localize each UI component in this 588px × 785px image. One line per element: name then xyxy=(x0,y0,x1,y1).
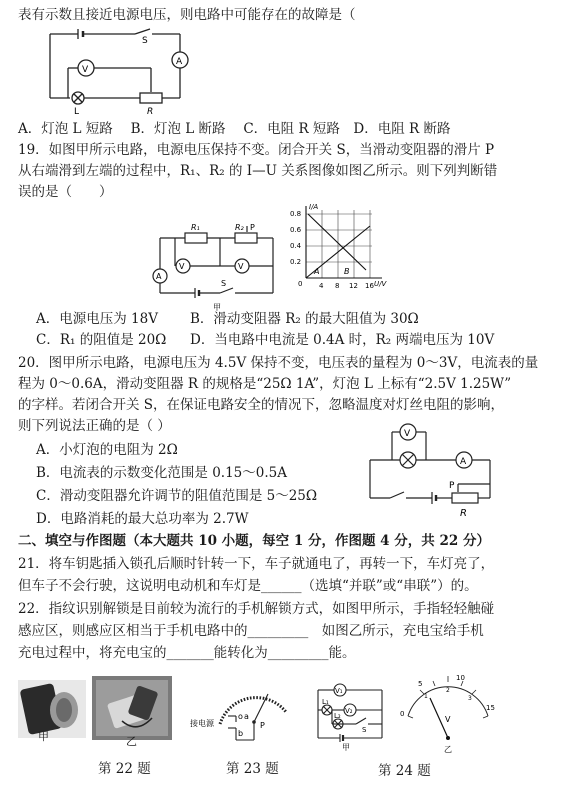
fig24-meter-tick-5: 5 xyxy=(418,680,423,688)
q18-options: A．灯泡 L 短路 B．灯泡 L 断路 C．电阻 R 短路 D．电阻 R 断路 xyxy=(18,121,451,137)
q19-xtick-4: 4 xyxy=(319,282,324,290)
q19-circuit-jia xyxy=(155,218,280,313)
q19-option-c: C．R₁ 的阻值是 20Ω xyxy=(36,332,167,348)
fig24-meter-yi xyxy=(398,676,498,754)
q20-ammeter-label: A xyxy=(460,457,467,467)
fig24-v1-label: V₁ xyxy=(335,687,343,695)
q20-r-label: R xyxy=(460,508,467,519)
fig24-meter-tick-0: 0 xyxy=(400,710,405,718)
q18-ammeter-label: A xyxy=(176,57,183,67)
q19-a-label: A xyxy=(156,272,162,281)
q19-ytick-0: 0 xyxy=(298,280,303,288)
fig23-power-label: 接电源 xyxy=(190,719,214,728)
q20-line1: 20．图甲所示电路，电源电压为 4.5V 保持不变，电压表的量程为 0～3V，电流表的量 xyxy=(18,355,539,371)
q19-graph-yi xyxy=(290,204,390,299)
q20-p-label: P xyxy=(449,481,455,491)
fig22-photo-jia xyxy=(18,680,86,738)
q20-line4: 则下列说法正确的是（ ） xyxy=(18,418,171,434)
q19-xtick-8: 8 xyxy=(335,282,340,290)
q19-graph-xlabel: U/V xyxy=(374,280,387,288)
fig24-meter-unit: V xyxy=(445,715,451,724)
q19-option-d: D．当电路中电流是 0.4A 时，R₂ 两端电压为 10V xyxy=(190,332,495,348)
fig24-jia-label: 甲 xyxy=(342,743,350,752)
fig24-meter-tick-10: 10 xyxy=(456,674,465,682)
q22-line3: 充电过程中，将充电宝的_______能转化为_________能。 xyxy=(18,645,356,661)
fig24-l1-label: L₁ xyxy=(322,698,329,706)
q18-resistor-label: R xyxy=(147,107,154,117)
fig24-circuit-jia xyxy=(310,680,390,752)
q20-option-b: B．电流表的示数变化范围是 0.15～0.5A xyxy=(36,465,287,481)
q19-v2-label: V xyxy=(238,262,244,271)
q22-line1: 22．指纹识别解锁是目前较为流行的手机解锁方式，如图甲所示，手指轻轻触碰 xyxy=(18,601,495,617)
q19-r2-label: R₂ xyxy=(235,223,244,232)
q22-line2: 感应区，则感应区相当于手机电路中的_________ 如图乙所示，充电宝给手机 xyxy=(18,623,484,639)
fig24-meter-inner-3: 3 xyxy=(468,695,472,702)
q19-line2: 从右端滑到左端的过程中，R₁、R₂ 的 I—U 关系图像如图乙所示。则下列判断错 xyxy=(18,163,498,179)
fig23-b-label: b xyxy=(238,729,244,738)
fig24-caption: 第 24 题 xyxy=(378,763,431,779)
fig22-caption: 第 22 题 xyxy=(98,761,151,777)
q19-option-b: B．滑动变阻器 R₂ 的最大阻值为 30Ω xyxy=(190,311,419,327)
q18-voltmeter-label: V xyxy=(82,65,89,75)
q19-v1-label: V xyxy=(179,262,185,271)
q19-line-a-label: A xyxy=(314,267,320,276)
q19-ytick-06: 0.6 xyxy=(290,226,302,234)
q19-jia-caption: 甲 xyxy=(213,303,221,312)
fig24-meter-inner-2: 2 xyxy=(446,687,450,694)
q19-p-label: P xyxy=(250,223,255,232)
q20-option-c: C．滑动变阻器允许调节的阻值范围是 5～25Ω xyxy=(36,488,318,504)
q19-ytick-04: 0.4 xyxy=(290,242,302,250)
q20-option-a: A．小灯泡的电阻为 2Ω xyxy=(36,442,178,458)
q20-voltmeter-label: V xyxy=(404,429,411,439)
fig24-yi-label: 乙 xyxy=(444,745,452,754)
q18-circuit xyxy=(40,26,200,117)
q20-circuit xyxy=(360,420,505,520)
q20-option-d: D．电路消耗的最大总功率为 2.7W xyxy=(36,511,249,527)
fig22-yi-label: 乙 xyxy=(126,735,137,748)
q19-graph-ylabel: I/A xyxy=(309,203,319,211)
q19-line3: 误的是（ ） xyxy=(18,184,113,200)
q19-r1-label: R₁ xyxy=(191,223,200,232)
fig24-meter-inner-1: 1 xyxy=(424,693,428,700)
q19-s-label: S xyxy=(221,279,227,288)
fig23-o-label: o xyxy=(238,712,243,721)
fig22-jia-label: 甲 xyxy=(38,730,49,743)
q19-ytick-08: 0.8 xyxy=(290,210,302,218)
fig24-meter-tick-15: 15 xyxy=(486,704,495,712)
q19-ytick-02: 0.2 xyxy=(290,258,302,266)
fig24-s-label: S xyxy=(362,726,367,734)
q19-xtick-12: 12 xyxy=(349,282,358,290)
fig23-diagram xyxy=(190,676,295,756)
q18-switch-label: S xyxy=(142,36,148,46)
q19-option-a: A．电源电压为 18V xyxy=(36,311,158,327)
q20-line2: 程为 0～0.6A，滑动变阻器 R 的规格是“25Ω 1A”，灯泡 L 上标有“2.5V 1.25W” xyxy=(18,376,512,392)
q21-line1: 21．将车钥匙插入锁孔后顺时针转一下，车子就通电了，再转一下，车灯亮了， xyxy=(18,556,495,572)
section2-title: 二、填空与作图题（本大题共 10 小题，每空 1 分，作图题 4 分，共 22 分） xyxy=(18,533,490,549)
q18-lamp-label: L xyxy=(74,107,80,117)
fig24-l2-label: L₂ xyxy=(334,712,341,720)
q21-line2: 但车子不会行驶，这说明电动机和车灯是______（选填“并联”或“串联”）的。 xyxy=(18,578,478,594)
q19-line1: 19．如图甲所示电路，电源电压保持不变。闭合开关 S，当滑动变阻器的滑片 P xyxy=(18,142,495,158)
q19-xtick-16: 16 xyxy=(365,282,374,290)
q18-intro: 表有示数且接近电源电压，则电路中可能存在的故障是（ xyxy=(18,7,356,23)
fig24-v2-label: V₂ xyxy=(345,707,353,715)
fig23-a-label: a xyxy=(244,712,249,721)
q20-line3: 的字样。若闭合开关 S，在保证电路安全的情况下，忽略温度对灯丝电阻的影响， xyxy=(18,397,505,413)
fig23-p-label: P xyxy=(260,721,265,730)
q19-line-b-label: B xyxy=(344,267,350,276)
fig22-photo-yi xyxy=(92,676,172,740)
fig23-caption: 第 23 题 xyxy=(226,761,279,777)
